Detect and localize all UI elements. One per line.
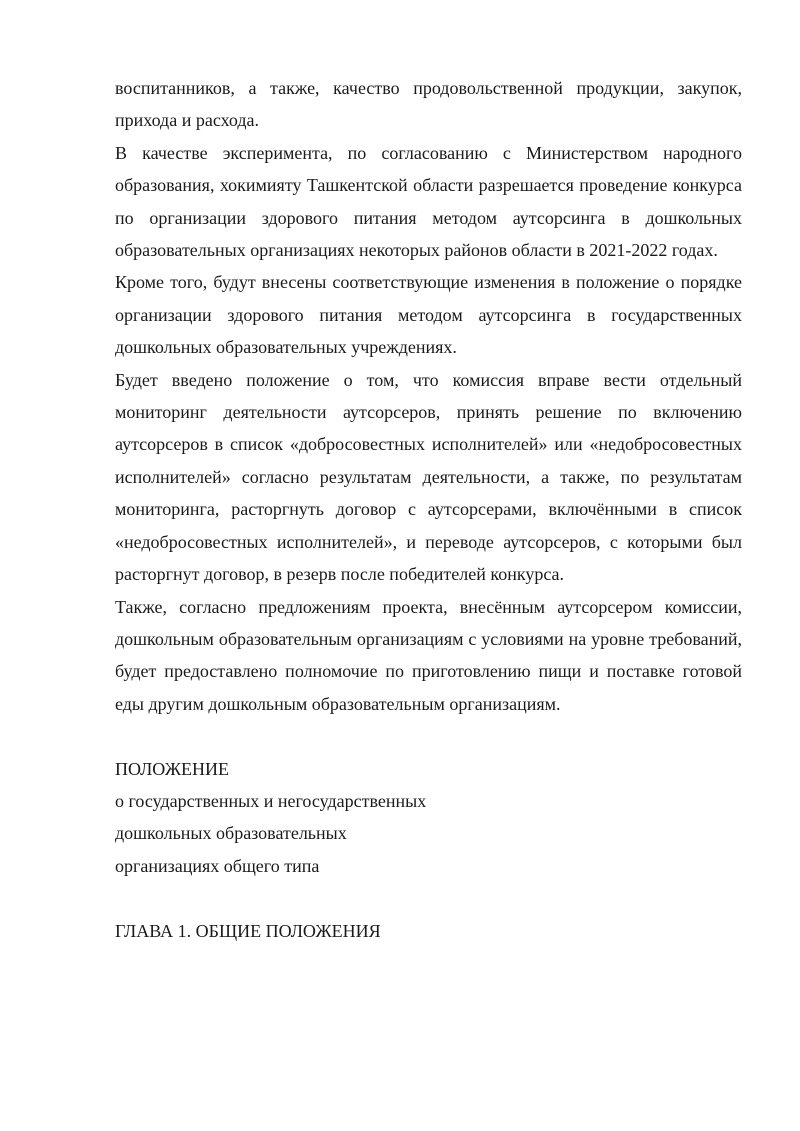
- paragraph-1: воспитанников, а также, качество продовольственной продукции, закупок, прихода и расхода.: [115, 78, 742, 131]
- heading-subtitle-line-3: организациях общего типа: [115, 855, 320, 876]
- chapter-title: ГЛАВА 1. ОБЩИЕ ПОЛОЖЕНИЯ: [115, 920, 381, 941]
- document-body: [115, 72, 742, 947]
- heading-subtitle-line-2: дошкольных образовательных: [115, 823, 347, 844]
- paragraph-4: Будет введено положение о том, что комиссия вправе вести отдельный мониторинг деятельности аутсорсеров, принять решение по включению аутсорсеров в список «добросовестных исполнителей» или «недобросовестных исполнителей» согласно результатам деятельности, а также, по результатам мониторинга, расторгнуть договор с аутсорсерами, включёнными в список «недобросовестных исполнителей», и переводе аутсорсеров, с которыми был расторгнут договор, в резерв после победителей конкурса.: [115, 369, 742, 585]
- regulation-heading: [115, 753, 742, 883]
- heading-subtitle-line-1: о государственных и негосударственных: [115, 790, 427, 811]
- paragraph-5: Также, согласно предложениям проекта, внесённым аутсорсером комиссии, дошкольным образовательным организациям с условиями на уровне требований, будет предоставлено полномочие по приготовлению пищи и поставке готовой еды другим дошкольным образовательным организациям.: [115, 596, 742, 714]
- paragraph-3: Кроме того, будут внесены соответствующие изменения в положение о порядке организации здорового питания методом аутсорсинга в государственных дошкольных образовательных учреждениях.: [115, 272, 742, 358]
- heading-title: ПОЛОЖЕНИЕ: [115, 758, 229, 779]
- paragraph-2: В качестве эксперимента, по согласованию с Министерством народного образования, хокимияту Ташкентской области разрешается проведение конкурса по организации здорового питания методом аутсорсинга в дошкольных образовательных организациях некоторых районов области в 2021-2022 годах.: [115, 142, 742, 261]
